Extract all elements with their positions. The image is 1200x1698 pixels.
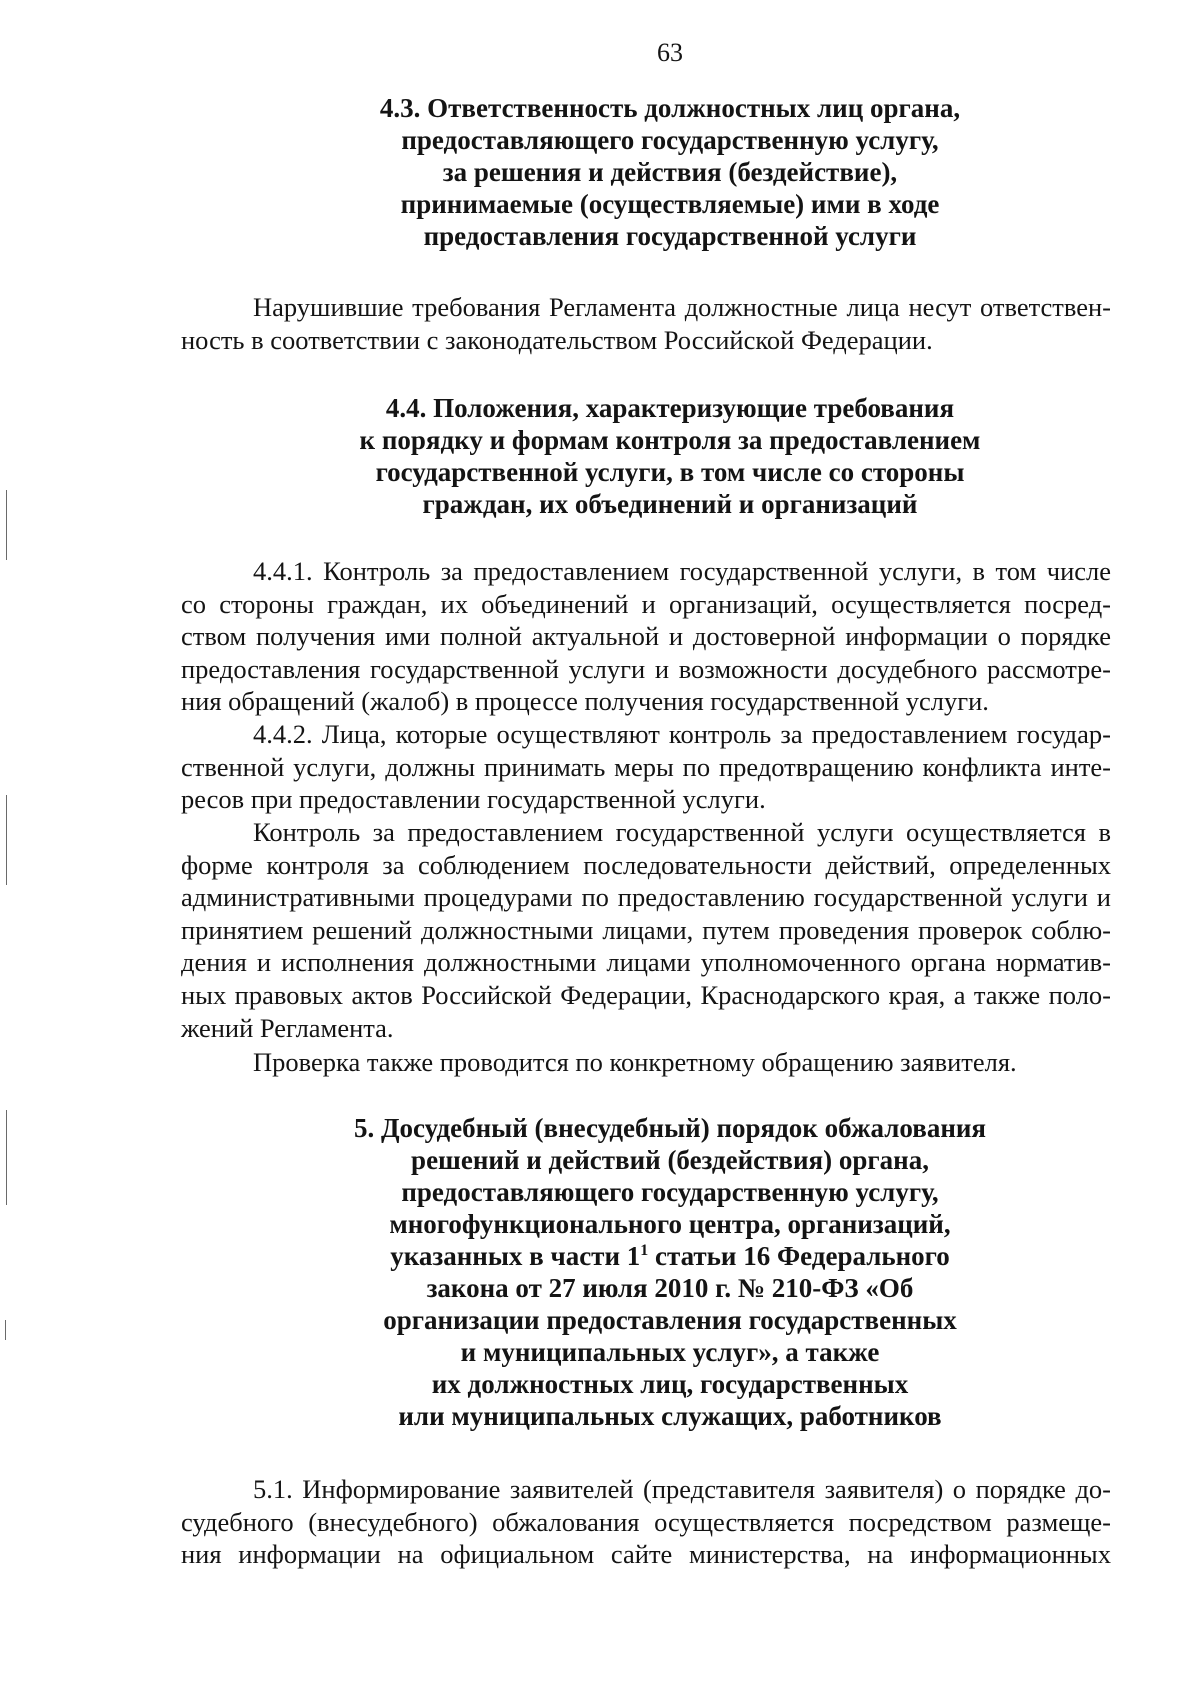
heading-line: предоставления государственной услуги	[423, 221, 917, 251]
page-number: 63	[657, 38, 683, 67]
text-line: дения и исполнения должностными лицами уполномоченного органа норматив-	[181, 947, 1111, 978]
heading-line: 5. Досудебный (внесудебный) порядок обжалования	[353, 1113, 987, 1143]
section-4-4-heading	[230, 392, 1110, 520]
heading-line: 4.4. Положения, характеризующие требования	[385, 393, 955, 423]
heading-line: их должностных лиц, государственных	[431, 1369, 909, 1399]
text-line: со стороны граждан, их объединений и организаций, осуществляется посред-	[181, 588, 1111, 619]
heading-line: к порядку и формам контроля за предоставлением	[359, 425, 981, 455]
heading-line: организации предоставления государственных	[383, 1305, 957, 1335]
text-line: ния обращений (жалоб) в процессе получения государственной услуги.	[181, 686, 989, 717]
text-line: жений Регламента.	[181, 1012, 394, 1043]
heading-line: многофункционального центра, организаций,	[389, 1209, 951, 1239]
text-line: судебного (внесудебного) обжалования осуществляется посредством размеще-	[181, 1506, 1111, 1537]
section-4-3-paragraph	[181, 291, 1111, 356]
heading-line: предоставляющего государственную услугу,	[401, 1177, 939, 1207]
scan-artifact	[6, 795, 7, 885]
section-5-heading	[230, 1112, 1110, 1432]
text-line: ных правовых актов Российской Федерации, Краснодарского края, а также поло-	[181, 979, 1111, 1010]
text-line: 4.4.1. Контроль за предоставлением государственной услуги, в том числе	[253, 556, 1111, 586]
heading-text: указанных в части 1	[390, 1241, 641, 1271]
section-4-4-paragraph-4	[181, 1046, 1111, 1079]
heading-line: за решения и действия (бездействие),	[442, 157, 898, 187]
text-line: принятием решений должностными лицами, путем проведения проверок соблю-	[181, 914, 1111, 945]
heading-line: решений и действий (бездействия) органа,	[411, 1145, 929, 1175]
heading-line: предоставляющего государственную услугу,	[401, 125, 939, 155]
text-line: ность в соответствии с законодательством Российской Федерации.	[181, 324, 933, 355]
section-4-4-paragraph-2	[181, 718, 1111, 816]
scan-artifact	[5, 1320, 6, 1340]
section-4-4-paragraph-3	[181, 816, 1111, 1044]
text-line: 5.1. Информирование заявителей (представителя заявителя) о порядке до-	[253, 1474, 1111, 1504]
heading-line: и муниципальных услуг», а также	[460, 1337, 880, 1367]
text-line: 4.4.2. Лица, которые осуществляют контроль за предоставлением государ-	[253, 719, 1111, 749]
section-4-3-heading	[230, 92, 1110, 252]
heading-line: граждан, их объединений и организаций	[422, 489, 918, 519]
text-line: Нарушившие требования Регламента должностные лица несут ответствен-	[253, 292, 1111, 322]
text-line: Проверка также проводится по конкретному обращению заявителя.	[253, 1047, 1017, 1077]
heading-line: принимаемые (осуществляемые) ими в ходе	[400, 189, 940, 219]
section-4-4-paragraph-1	[181, 555, 1111, 718]
text-line: Контроль за предоставлением государственной услуги осуществляется в	[253, 817, 1111, 847]
heading-line: государственной услуги, в том числе со стороны	[375, 457, 965, 487]
text-line: форме контроля за соблюдением последовательности действий, определенных	[181, 849, 1111, 880]
text-line: административными процедурами по предоставлению государственной услуги и	[181, 882, 1111, 913]
section-5-1-paragraph	[181, 1473, 1111, 1571]
text-line: предоставления государственной услуги и возможности досудебного рассмотре-	[181, 653, 1111, 684]
text-line: ресов при предоставлении государственной услуги.	[181, 784, 766, 815]
text-line: ством получения ими полной актуальной и достоверной информации о порядке	[181, 621, 1111, 652]
heading-line-with-superscript	[230, 1240, 1110, 1272]
superscript: 1	[640, 1242, 649, 1259]
text-line: ственной услуги, должны принимать меры по предотвращению конфликта инте-	[181, 751, 1111, 782]
scan-artifact	[6, 1110, 7, 1205]
heading-text: статьи 16 Федерального	[648, 1241, 950, 1271]
text-line: ния информации на официальном сайте министерства, на информационных	[181, 1539, 1111, 1570]
heading-line: 4.3. Ответственность должностных лиц органа,	[379, 93, 961, 123]
scan-artifact	[6, 490, 7, 560]
heading-line: закона от 27 июля 2010 г. № 210-ФЗ «Об	[426, 1273, 914, 1303]
heading-line: или муниципальных служащих, работников	[398, 1401, 942, 1431]
